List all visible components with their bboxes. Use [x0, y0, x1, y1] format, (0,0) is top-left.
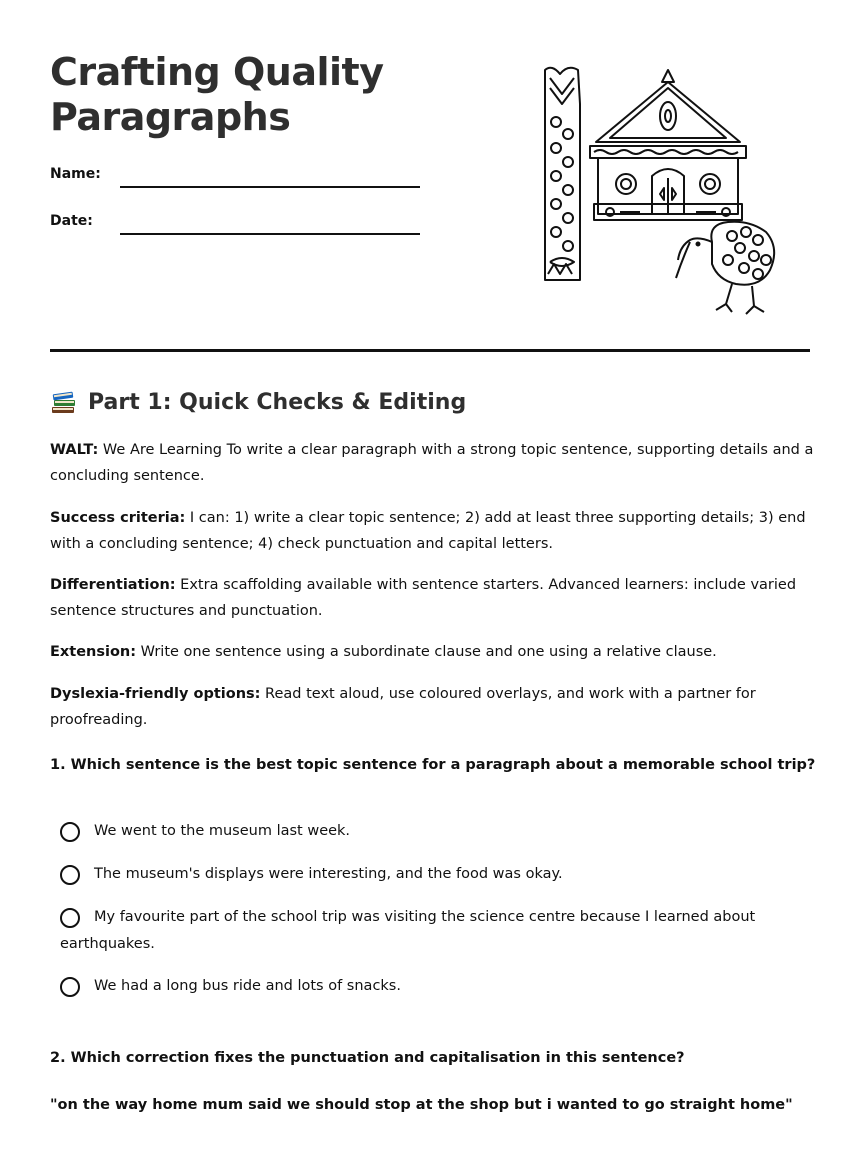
maori-illustration — [540, 64, 790, 320]
page-title — [50, 50, 383, 140]
name-label: Name: — [50, 166, 101, 182]
part1-heading-text: Part 1: Quick Checks & Editing — [88, 389, 467, 415]
question-1: 1. Which sentence is the best topic sentence for a paragraph about a memorable school trip? — [50, 757, 816, 773]
q1-option-2[interactable] — [60, 861, 780, 888]
walt-text: We Are Learning To write a clear paragraph with a strong topic sentence, supporting details and a concluding sentence. — [50, 442, 814, 484]
radio-button[interactable] — [60, 865, 80, 885]
date-write-line[interactable] — [120, 233, 420, 235]
walt-label: WALT: — [50, 442, 99, 458]
extension-text: Write one sentence using a subordinate clause and one using a relative clause. — [136, 644, 717, 660]
option-label: The museum's displays were interesting, and the food was okay. — [94, 866, 563, 882]
q1-option-4[interactable] — [60, 973, 780, 1000]
carved-post-icon — [545, 68, 580, 280]
date-field[interactable] — [50, 213, 93, 229]
title-line-1: Crafting Quality — [50, 50, 384, 94]
title-line-2: Paragraphs — [50, 95, 291, 139]
name-field[interactable] — [50, 166, 101, 182]
section-divider — [50, 349, 810, 352]
radio-button[interactable] — [60, 908, 80, 928]
option-label: We had a long bus ride and lots of snacks. — [94, 978, 401, 994]
option-label: My favourite part of the school trip was visiting the science centre because I learned about earthquakes. — [60, 909, 756, 952]
extension-paragraph — [50, 640, 815, 666]
dyslexia-paragraph — [50, 682, 815, 733]
radio-button[interactable] — [60, 977, 80, 997]
walt-paragraph — [50, 438, 815, 489]
differentiation-text: Extra scaffolding available with sentence starters. Advanced learners: include varied sentence structures and punctuation. — [50, 577, 797, 619]
q1-option-3[interactable] — [60, 904, 780, 958]
success-criteria-paragraph — [50, 506, 815, 557]
radio-button[interactable] — [60, 822, 80, 842]
success-criteria-text: I can: 1) write a clear topic sentence; 2) add at least three supporting details; 3) end with a concluding sentence; 4) check punctuation and capital letters. — [50, 510, 806, 552]
books-icon — [50, 389, 78, 415]
question-2: 2. Which correction fixes the punctuation and capitalisation in this sentence? — [50, 1050, 685, 1066]
name-write-line[interactable] — [120, 186, 420, 188]
part1-heading — [50, 389, 466, 415]
extension-label: Extension: — [50, 644, 137, 660]
dyslexia-text: Read text aloud, use coloured overlays, and work with a partner for proofreading. — [50, 686, 756, 728]
date-label: Date: — [50, 213, 93, 229]
meeting-house-icon — [590, 70, 746, 220]
dyslexia-label: Dyslexia-friendly options: — [50, 686, 261, 702]
kiwi-bird-icon — [676, 222, 774, 314]
differentiation-paragraph — [50, 573, 815, 624]
success-criteria-label: Success criteria: — [50, 510, 186, 526]
question-2-sentence: "on the way home mum said we should stop at the shop but i wanted to go straight home" — [50, 1097, 793, 1113]
q1-option-1[interactable] — [60, 818, 780, 845]
differentiation-label: Differentiation: — [50, 577, 176, 593]
option-label: We went to the museum last week. — [94, 823, 351, 839]
